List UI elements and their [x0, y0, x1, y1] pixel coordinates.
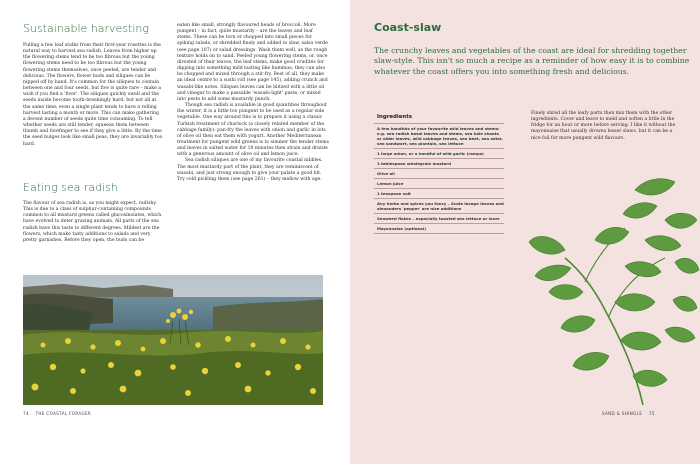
middle-paragraph-1: eaten like small, strongly flavoured heads of broccoli. More pungent – in fact, quite mustardy – are the leaves and leaf stems. These can be torn or chopped into small pieces for spiking salads, or shredded finely and added to slaw, salsa verde (see page 107) or salad dressings. Wash them well, as the rough texture holds on to sand. Peeled young flowering stems, or, once divested of their leaves, the leaf stems, make good crudités for dipping into something mild tasting like hummus; they can also be chopped and mixed through a stir-fry. Best of all, they make an ideal centre to a sushi roll (see page 145), adding crunch and wasabi-like notes. Siliques leaves can be blitzed with a little oil and vinegar to make a passable 'wasabi-light' paste, or mixed into pesto to add some mustardy punch.: [177, 23, 328, 102]
right-footer-title: SAND & SHINGLE: [602, 411, 643, 416]
middle-paragraph-3: Sea radish siliques are one of my favourite coastal nibbles. The most mustardy part of the plant, they are reminiscent of wasabi, and just strong enough to give your palate a good hit. Try cold pickling them (see page 261) – they mellow with age.: [177, 158, 323, 182]
left-footer-title: THE COASTAL FORAGER: [35, 411, 92, 416]
middle-paragraph-2: Though sea radish is available in good quantities throughout the winter, it is a little too pungent to be used as a regular side vegetable. One way around this is to prepare it using a classic Turkish treatment of charlock (a closely related member of the cabbage family): pan-fry the leaves with onion and garlic in lots of olive oil then eat them with yogurt. Another Mediterranean treatment for pungent wild greens is to simmer the tender stems and leaves in salted water for 10 minutes then strain and drizzle with a generous amount of olive oil and lemon juice.: [177, 103, 329, 158]
heading-eating-sea-radish: Eating sea radish: [23, 181, 118, 194]
ingredient-item: Mayonnaise (optional): [374, 224, 504, 234]
middle-column-text: [177, 23, 329, 183]
ingredient-item: 1 tablespoon wholegrain mustard: [374, 159, 504, 169]
sea-radish-landscape-image: [23, 275, 323, 405]
coastal-photo: [23, 275, 323, 405]
ingredients-title: Ingredients: [374, 112, 504, 124]
ingredient-item: Any herbs and spices you fancy – Scots lovage leaves and alexanders 'pepper' are nice additions: [374, 199, 504, 214]
left-footer: [23, 411, 91, 416]
recipe-method: Finely shred all the leafy parts then mix them with the other ingredients. Cover and leave to meld and soften a little in the fridge for an hour or more before serving. I like it without the mayonnaise that usually drowns lesser slaws, but it can be a nice foil for more pungent wild flavours.: [531, 111, 676, 141]
left-page-number: 74: [23, 411, 29, 416]
right-footer: [602, 411, 655, 416]
eating-text: [23, 201, 163, 244]
ingredient-item: 1 teaspoon salt: [374, 189, 504, 199]
sea-radish-leaf-illustration: [525, 170, 700, 410]
ingredient-item: Lemon juice: [374, 179, 504, 189]
eating-paragraph: The flavour of sea radish is, as you might expect, radishy. This is due to a class of sulphur-containing compounds common to all mustard greens called glucosinolates, which have evolved to deter grazing animals. All parts of the sea radish have this taste to different degrees. Mildest are the flowers, which make tasty additions to salads and very pretty garnishes. Before they open, the buds can be: [23, 201, 162, 243]
ingredients-box: [374, 112, 504, 234]
harvesting-paragraph: Pulling a few leaf stalks from their first-year rosettes is the natural way to harvest sea radish. Leaves from higher up the flowering stems tend to be too fibrous but the young flowering stems need to be too fibrous but the young flowering stems themselves, once peeled, are tender and delicious. The flowers, flower buds and siliques can be nipped off by hand. It's common for the siliques to contain between one and four seeds, but five is quite rare – make a wish if you find a 'fiver'. The siliques quickly swell and the seeds inside become tooth-breakingly hard, but not all at the same time; even a single plant tends to have a rolling harvest lasting a month or more. This can make gathering a decent number of seeds quite time consuming. To tell whether seeds are still tender, squeeze them between thumb and forefinger to see if they give a little. By the time the seed bulges look like small peas, they are invariably too hard.: [23, 43, 163, 147]
ingredient-item: Seaweed flakes – especially toasted sea lettuce or laver: [374, 214, 504, 224]
ingredient-item: Olive oil: [374, 169, 504, 179]
heading-sustainable-harvesting: Sustainable harvesting: [23, 22, 149, 35]
recipe-title: Coast-slaw: [374, 21, 442, 34]
harvesting-text: [23, 43, 163, 148]
right-page-number: 75: [648, 411, 655, 416]
ingredient-item: 1 large onion, or a handful of wild garlic (ramps): [374, 149, 504, 159]
recipe-intro: The crunchy leaves and vegetables of the coast are ideal for shredding together slaw-style. This isn't so much a recipe as a reminder of how easy it is to combine whatever the coast offers you into something fresh and delicious.: [374, 46, 690, 76]
ingredient-item: A few handfuls of your favourite wild leaves and stems: e.g. sea radish basal leaves and stems, sea kale shoots or older leaves, wild cabbage leaves, sea beet, sea aster, sea sandwort, sea plantain, sea lettuce: [374, 124, 504, 149]
